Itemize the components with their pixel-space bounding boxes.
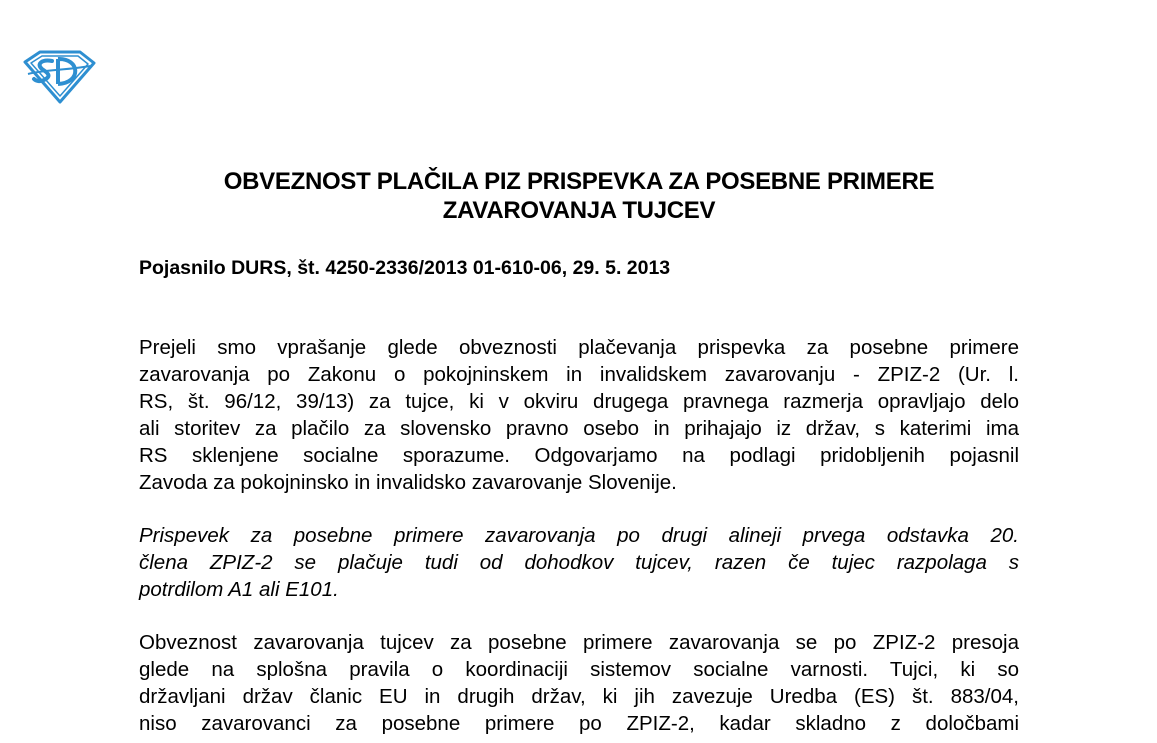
paragraph-line: zavarovanja po Zakonu o pokojninskem in invalidskem zavarovanju - ZPIZ-2 (Ur. l. [139, 363, 1019, 386]
paragraph-line: potrdilom A1 ali E101. [139, 578, 339, 601]
document-subtitle: Pojasnilo DURS, št. 4250-2336/2013 01-610-06, 29. 5. 2013 [139, 257, 671, 279]
paragraph-3 [139, 629, 1019, 737]
paragraph-line: Obveznost zavarovanja tujcev za posebne primere zavarovanja se po ZPIZ-2 presoja [139, 631, 1019, 654]
paragraph-2 [139, 522, 1019, 603]
sd-shield-logo-icon [22, 50, 96, 104]
paragraph-line: glede na splošna pravila o koordinaciji sistemov socialne varnosti. Tujci, ki so [139, 658, 1019, 681]
paragraph-line: ali storitev za plačilo za slovensko pravno osebo in prihajajo iz držav, s katerimi ima [139, 417, 1019, 440]
paragraph-line: niso zavarovanci za posebne primere po ZPIZ-2, kadar skladno z določbami [139, 712, 1019, 735]
paragraph-line: RS, št. 96/12, 39/13) za tujce, ki v okviru drugega pravnega razmerja opravljajo delo [139, 390, 1019, 413]
paragraph-line: državljani držav članic EU in drugih držav, ki jih zavezuje Uredba (ES) št. 883/04, [139, 685, 1019, 708]
paragraph-line: Prispevek za posebne primere zavarovanja po drugi alineji prvega odstavka 20. [139, 524, 1019, 547]
document-title [140, 167, 1018, 225]
paragraph-line: RS sklenjene socialne sporazume. Odgovarjamo na podlagi pridobljenih pojasnil [139, 444, 1019, 467]
paragraph-line: Prejeli smo vprašanje glede obveznosti plačevanja prispevka za posebne primere [139, 336, 1019, 359]
paragraph-line: Zavoda za pokojninsko in invalidsko zavarovanje Slovenije. [139, 471, 677, 494]
title-line: ZAVAROVANJA TUJCEV [442, 197, 716, 224]
paragraph-1 [139, 334, 1019, 496]
paragraph-line: člena ZPIZ-2 se plačuje tudi od dohodkov tujcev, razen če tujec razpolaga s [139, 551, 1019, 574]
title-line: OBVEZNOST PLAČILA PIZ PRISPEVKA ZA POSEBNE PRIMERE [223, 168, 935, 195]
